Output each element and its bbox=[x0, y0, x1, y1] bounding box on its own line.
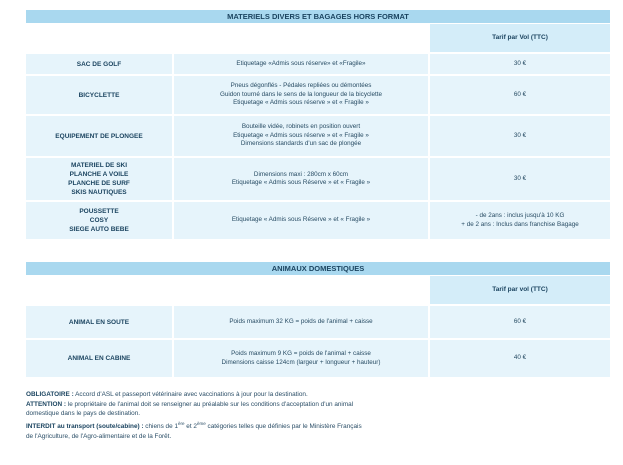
row-description: Etiquetage « Admis sous réserve » et « Fragile » bbox=[233, 131, 369, 139]
row-price: + de 2 ans : Inclus dans franchise Bagage bbox=[461, 220, 579, 228]
row-price: 40 € bbox=[513, 354, 527, 362]
row-description: Etiquetage « Admis sous réserve » et « Fragile » bbox=[233, 99, 369, 107]
note-attention bbox=[26, 400, 606, 410]
table-row bbox=[26, 201, 610, 239]
row-label: ANIMAL EN SOUTE bbox=[68, 318, 130, 326]
baggage-price-header: Tarif par Vol (TTC) bbox=[429, 23, 610, 53]
row-label: SAC DE GOLF bbox=[76, 60, 122, 68]
footer-notes bbox=[26, 390, 606, 441]
note-attention-cont: domestique dans le pays de destination. bbox=[26, 410, 141, 418]
note-text: catégories telles que définies par le Ministère Français bbox=[205, 422, 362, 430]
row-label: POUSSETTE bbox=[79, 208, 119, 215]
table-row bbox=[26, 157, 610, 201]
row-label: ANIMAL EN CABINE bbox=[67, 355, 131, 362]
row-label: PLANCHE A VOILE bbox=[69, 171, 129, 178]
row-label: BICYCLETTE bbox=[78, 91, 120, 99]
row-label: SIEGE AUTO BEBE bbox=[69, 226, 129, 233]
table-row bbox=[26, 75, 610, 115]
note-label: ATTENTION : bbox=[26, 400, 66, 408]
row-description: Dimensions standards d'un sac de plongée bbox=[240, 140, 362, 148]
note-label: OBLIGATOIRE : bbox=[26, 391, 74, 398]
row-label: MATERIEL DE SKI bbox=[70, 162, 128, 169]
animals-table bbox=[26, 262, 610, 377]
row-label: EQUIPEMENT DE PLONGEE bbox=[55, 132, 143, 140]
row-description: Guidon tourné dans le sens de la longueur de la bicyclette bbox=[219, 90, 383, 98]
row-description: Etiquetage « Admis sous Réserve » et « Fragile » bbox=[231, 179, 371, 186]
note-text: Accord d'ASL et passeport vétérinaire avec vaccinations à jour pour la destination. bbox=[73, 391, 308, 398]
note-superscript: ème bbox=[196, 420, 206, 426]
row-description: Dimensions caisse 124cm (largeur + longueur + hauteur) bbox=[221, 358, 381, 366]
animals-table-title: ANIMAUX DOMESTIQUES bbox=[26, 262, 610, 275]
note-interdit bbox=[26, 419, 606, 432]
row-description: Dimensions maxi : 280cm x 60cm bbox=[253, 170, 349, 178]
table-row bbox=[26, 53, 610, 75]
row-price: 30 € bbox=[513, 174, 527, 182]
baggage-table-title: MATERIELS DIVERS ET BAGAGES HORS FORMAT bbox=[26, 10, 610, 23]
animals-price-header: Tarif par vol (TTC) bbox=[429, 275, 610, 305]
row-description: Poids maximum 9 KG = poids de l'animal + caisse bbox=[231, 350, 371, 358]
note-label: INTERDIT au transport (soute/cabine) : bbox=[26, 422, 144, 430]
row-description: Pneus dégonflés - Pédales repliées ou démontées bbox=[230, 82, 372, 90]
baggage-table bbox=[26, 10, 610, 239]
note-interdit-cont: de l'Agriculture, de l'Agro-alimentaire et de la Forêt. bbox=[26, 432, 172, 440]
row-label: PLANCHE DE SURF bbox=[68, 180, 130, 187]
row-description: Bouteille vidée, robinets en position ouvert bbox=[241, 123, 361, 131]
row-description: Poids maximum 32 KG = poids de l'animal + caisse bbox=[229, 317, 373, 325]
row-price: 60 € bbox=[513, 90, 527, 98]
row-description: Etiquetage «Admis sous réserve» et «Fragile» bbox=[236, 59, 366, 67]
note-obligatoire bbox=[26, 390, 606, 400]
row-price: 30 € bbox=[513, 59, 527, 67]
table-row bbox=[26, 305, 610, 339]
row-description: Etiquetage « Admis sous Réserve » et « Fragile » bbox=[231, 216, 371, 224]
row-price: 60 € bbox=[513, 317, 527, 325]
row-label: SKIS NAUTIQUES bbox=[71, 189, 127, 196]
table-row bbox=[26, 115, 610, 157]
table-row bbox=[26, 339, 610, 377]
note-text: et 2 bbox=[184, 422, 197, 430]
row-label: COSY bbox=[89, 217, 109, 224]
row-price: 30 € bbox=[513, 131, 527, 139]
note-text: chiens de 1 bbox=[143, 422, 178, 430]
note-text: le propriétaire de l'animal doit se renseigner au préalable sur les conditions d'acceptation d'un animal bbox=[66, 400, 354, 408]
note-superscript: ère bbox=[178, 420, 185, 426]
row-price: - de 2ans : inclus jusqu'à 10 KG bbox=[475, 212, 565, 220]
